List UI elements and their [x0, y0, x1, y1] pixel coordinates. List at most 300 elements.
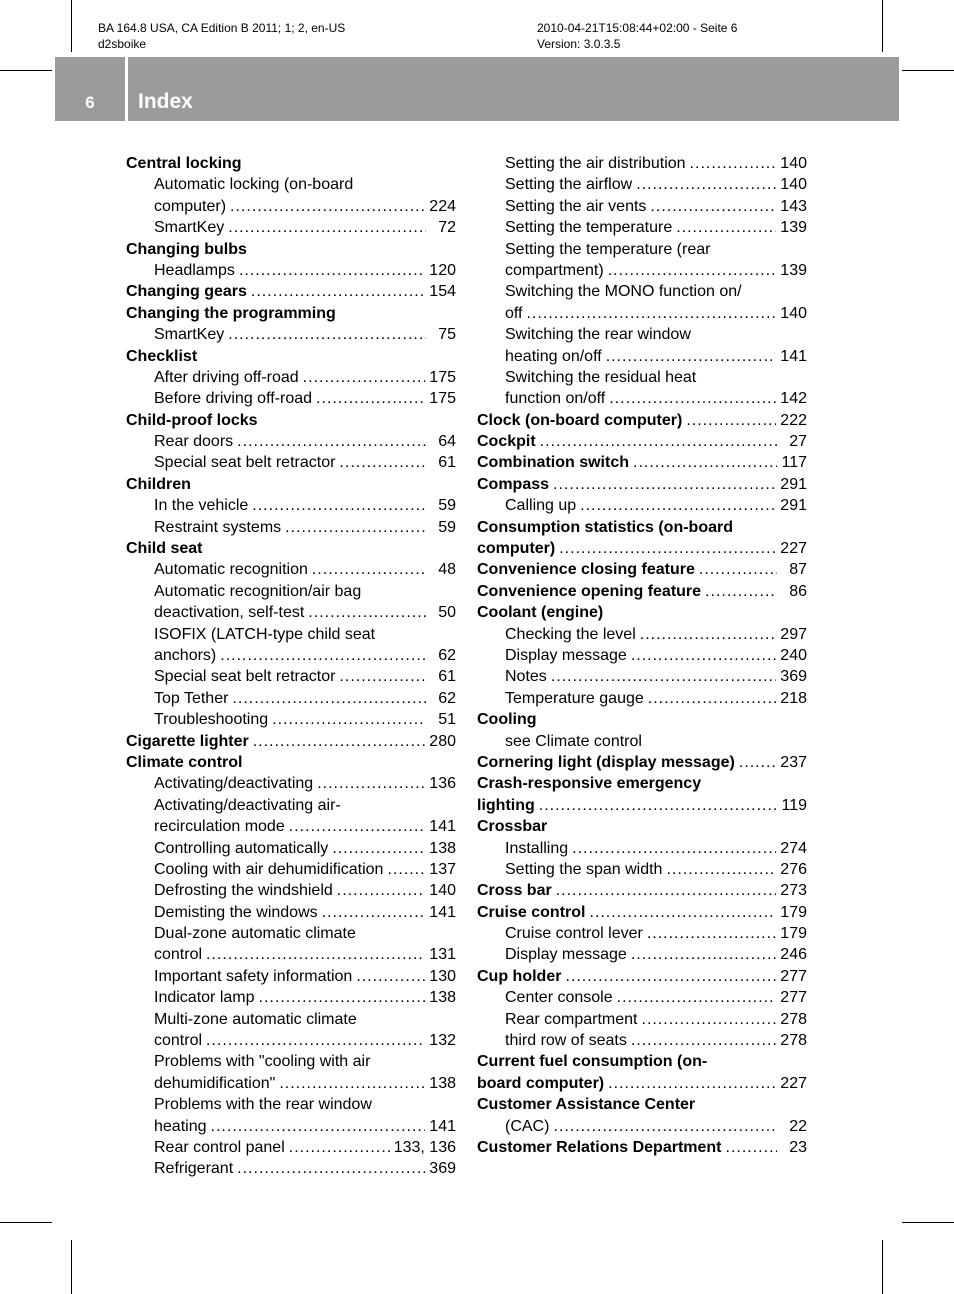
page-reference: 138: [429, 1074, 456, 1092]
page-reference: 175: [429, 368, 456, 386]
index-subentry: [126, 1137, 456, 1158]
dot-leader: [608, 1073, 776, 1094]
dot-leader: [580, 495, 776, 516]
page-reference: 22: [789, 1117, 807, 1135]
index-heading: [477, 602, 807, 623]
index-heading: [477, 773, 807, 794]
index-heading: [126, 538, 456, 559]
dot-leader: [636, 174, 776, 195]
index-heading: [477, 474, 807, 495]
dot-leader: [332, 838, 425, 859]
crop-mark: [71, 0, 72, 52]
page-reference: 140: [780, 176, 807, 194]
page-reference: 140: [780, 304, 807, 322]
page-reference: 50: [438, 604, 456, 622]
entry-text: Before driving off-road: [154, 390, 313, 408]
page-reference: 131: [429, 946, 456, 964]
index-heading: [126, 153, 456, 174]
entry-text: Problems with the rear window: [154, 1096, 372, 1114]
index-subentry: [126, 174, 456, 195]
page-reference: 140: [780, 155, 807, 172]
index-subentry: [126, 880, 456, 901]
page-reference: 297: [780, 625, 807, 643]
entry-text: SmartKey: [154, 219, 225, 237]
entry-text: Checklist: [126, 347, 198, 365]
entry-text: Automatic recognition/air bag: [154, 582, 362, 600]
page-reference: 87: [789, 561, 807, 579]
entry-text: Customer Relations Department: [477, 1138, 722, 1156]
entry-text: Demisting the windows: [154, 903, 318, 921]
index-subentry: [477, 923, 807, 944]
entry-text: heating: [154, 1117, 207, 1135]
index-subentry: [126, 559, 456, 580]
index-column-right: [477, 153, 807, 1158]
index-subentry: [126, 666, 456, 687]
dot-leader: [289, 816, 426, 837]
entry-text: Crash-responsive emergency: [477, 775, 702, 793]
index-subentry: [126, 795, 456, 816]
index-heading: [477, 1137, 807, 1158]
dot-leader: [337, 880, 426, 901]
dot-leader: [540, 431, 777, 452]
page-reference: 291: [780, 475, 807, 493]
dot-leader: [272, 709, 426, 730]
entry-text: Indicator lamp: [154, 989, 255, 1007]
page-reference: 369: [780, 668, 807, 686]
entry-text: Children: [126, 475, 191, 493]
entry-text: heating on/off: [505, 347, 602, 365]
crop-mark: [882, 1240, 883, 1294]
page-reference: 61: [438, 668, 456, 686]
index-subentry: [477, 260, 807, 281]
crop-mark: [0, 1222, 52, 1223]
dot-leader: [251, 281, 425, 302]
entry-text: Rear doors: [154, 433, 234, 451]
dot-leader: [726, 1137, 778, 1158]
meta-author: d2sboike: [98, 37, 147, 51]
crop-mark: [71, 1240, 72, 1294]
entry-text: Restraint systems: [154, 518, 282, 536]
entry-text: Changing the programming: [126, 304, 336, 322]
page-title: Index: [138, 90, 193, 113]
entry-text: off: [505, 304, 523, 322]
dot-leader: [690, 153, 777, 174]
entry-text: Cockpit: [477, 433, 536, 451]
index-subentry: [126, 645, 456, 666]
entry-text: Notes: [505, 668, 547, 686]
page-reference: 141: [429, 1117, 456, 1135]
dot-leader: [252, 495, 426, 516]
page-reference: 137: [429, 860, 456, 878]
page-reference: 273: [780, 882, 807, 900]
dot-leader: [606, 346, 777, 367]
index-heading: [477, 795, 807, 816]
dot-leader: [631, 944, 776, 965]
index-subentry: [126, 517, 456, 538]
dot-leader: [699, 559, 777, 580]
meta-edition: BA 164.8 USA, CA Edition B 2011; 1; 2, en-US: [98, 21, 346, 35]
entry-text: Problems with "cooling with air: [154, 1053, 371, 1071]
crop-mark: [902, 70, 954, 71]
index-subentry: [477, 346, 807, 367]
index-subentry: [126, 816, 456, 837]
page-reference: 62: [438, 646, 456, 664]
entry-text: Rear control panel: [154, 1138, 285, 1156]
page-reference: 48: [438, 561, 456, 579]
index-subentry: [126, 495, 456, 516]
index-heading: [477, 517, 807, 538]
index-subentry: [126, 709, 456, 730]
page-reference: 237: [780, 753, 807, 771]
crop-mark: [902, 1222, 954, 1223]
dot-leader: [239, 260, 425, 281]
entry-text: Child-proof locks: [126, 411, 258, 429]
page-reference: 140: [429, 882, 456, 900]
page-reference: 117: [781, 454, 807, 472]
dot-leader: [609, 388, 776, 409]
entry-text: Installing: [505, 839, 569, 857]
index-subentry: [126, 773, 456, 794]
entry-text: Clock (on-board computer): [477, 411, 683, 429]
index-subentry: [126, 1030, 456, 1051]
entry-text: (CAC): [505, 1117, 550, 1135]
index-heading: [126, 303, 456, 324]
dot-leader: [553, 474, 776, 495]
page-reference: 51: [438, 711, 456, 729]
index-subentry: [477, 217, 807, 238]
entry-text: Controlling automatically: [154, 839, 329, 857]
index-heading: [126, 731, 456, 752]
index-heading: [126, 239, 456, 260]
entry-text: control: [154, 946, 203, 964]
entry-text: Temperature gauge: [505, 689, 644, 707]
index-subentry: [477, 624, 807, 645]
entry-text: control: [154, 1032, 203, 1050]
dot-leader: [316, 388, 425, 409]
index-heading: [477, 1051, 807, 1072]
index-subentry: [126, 624, 456, 645]
page-reference: 142: [780, 390, 807, 408]
section-banner: [55, 57, 899, 121]
index-subentry: [126, 602, 456, 623]
entry-text: Setting the temperature (rear: [505, 240, 711, 258]
page-reference: 141: [780, 347, 807, 365]
index-subentry: [477, 838, 807, 859]
entry-text: Important safety information: [154, 967, 353, 985]
entry-text: Crossbar: [477, 818, 548, 836]
page-reference: 139: [780, 219, 807, 237]
index-subentry: [126, 944, 456, 965]
entry-text: Calling up: [505, 497, 577, 515]
index-subentry: [126, 838, 456, 859]
page-reference: 133, 136: [393, 1138, 456, 1156]
page-reference: 224: [429, 197, 456, 215]
dot-leader: [289, 1137, 390, 1158]
dot-leader: [686, 410, 776, 431]
page-reference: 138: [429, 839, 456, 857]
entry-text: Switching the residual heat: [505, 368, 697, 386]
entry-text: Headlamps: [154, 261, 235, 279]
entry-text: Troubleshooting: [154, 711, 269, 729]
page-reference: 246: [780, 946, 807, 964]
entry-text: Cruise control lever: [505, 925, 643, 943]
page-reference: 61: [438, 454, 456, 472]
index-subentry: [477, 987, 807, 1008]
index-heading: [477, 581, 807, 602]
entry-text: Convenience closing feature: [477, 561, 695, 579]
index-subentry: [126, 1158, 456, 1179]
dot-leader: [640, 624, 777, 645]
entry-text: see Climate control: [505, 732, 642, 750]
index-subentry: [126, 217, 456, 238]
index-heading: [477, 431, 807, 452]
entry-text: Refrigerant: [154, 1160, 234, 1178]
index-subentry: [126, 923, 456, 944]
index-subentry: [126, 966, 456, 987]
dot-leader: [642, 1009, 777, 1030]
index-heading: [477, 559, 807, 580]
dot-leader: [312, 559, 426, 580]
index-subentry: [477, 688, 807, 709]
crop-mark: [882, 0, 883, 52]
entry-text: Cup holder: [477, 967, 562, 985]
banner-divider: [125, 57, 128, 121]
entry-text: board computer): [477, 1074, 605, 1092]
index-heading: [126, 281, 456, 302]
meta-version: Version: 3.0.3.5: [537, 37, 621, 51]
index-heading: [477, 902, 807, 923]
page-reference: 227: [780, 1074, 807, 1092]
dot-leader: [539, 795, 777, 816]
entry-text: dehumidification": [154, 1074, 276, 1092]
page-reference: 179: [780, 925, 807, 943]
index-subentry: [477, 859, 807, 880]
page-reference: 59: [438, 497, 456, 515]
index-subentry: [477, 944, 807, 965]
entry-text: Cross bar: [477, 882, 552, 900]
index-heading: [126, 752, 456, 773]
dot-leader: [589, 902, 776, 923]
page-reference: 72: [438, 219, 456, 237]
page-reference: 141: [429, 903, 456, 921]
dot-leader: [206, 944, 425, 965]
entry-text: Child seat: [126, 540, 203, 558]
index-subentry: [477, 731, 807, 752]
index-subentry: [126, 196, 456, 217]
entry-text: Activating/deactivating: [154, 775, 314, 793]
page-reference: 27: [789, 433, 807, 451]
index-subentry: [477, 324, 807, 345]
dot-leader: [339, 452, 426, 473]
index-heading: [477, 1094, 807, 1115]
dot-leader: [211, 1116, 426, 1137]
dot-leader: [559, 538, 776, 559]
page-reference: 369: [429, 1160, 456, 1178]
meta-timestamp: 2010-04-21T15:08:44+02:00 - Seite 6: [537, 21, 738, 35]
index-heading: [477, 816, 807, 837]
index-subentry: [126, 1094, 456, 1115]
index-subentry: [126, 260, 456, 281]
page-reference: 222: [780, 411, 807, 429]
dot-leader: [228, 217, 426, 238]
dot-leader: [572, 838, 776, 859]
entry-text: ISOFIX (LATCH-type child seat: [154, 625, 376, 643]
index-subentry: [477, 1116, 807, 1137]
dot-leader: [322, 902, 426, 923]
entry-text: Center console: [505, 989, 613, 1007]
page-reference: 64: [438, 433, 456, 451]
dot-leader: [553, 1116, 777, 1137]
dot-leader: [303, 367, 426, 388]
dot-leader: [339, 666, 426, 687]
entry-text: third row of seats: [505, 1032, 627, 1050]
index-heading: [477, 538, 807, 559]
dot-leader: [220, 645, 426, 666]
entry-text: Switching the rear window: [505, 326, 691, 344]
page-reference: 291: [780, 497, 807, 515]
entry-text: Current fuel consumption (on-: [477, 1053, 708, 1071]
dot-leader: [232, 688, 426, 709]
entry-text: Setting the airflow: [505, 176, 633, 194]
page-reference: 138: [429, 989, 456, 1007]
page-number: 6: [85, 93, 95, 112]
index-subentry: [477, 303, 807, 324]
dot-leader: [230, 196, 425, 217]
index-heading: [477, 452, 807, 473]
entry-text: recirculation mode: [154, 818, 285, 836]
page-reference: 277: [780, 967, 807, 985]
dot-leader: [279, 1073, 425, 1094]
dot-leader: [356, 966, 425, 987]
dot-leader: [317, 773, 425, 794]
page-reference: 139: [780, 261, 807, 279]
page-reference: 59: [438, 518, 456, 536]
index-heading: [126, 410, 456, 431]
page-reference: 274: [780, 839, 807, 857]
entry-text: Climate control: [126, 753, 243, 771]
index-subentry: [477, 495, 807, 516]
index-subentry: [126, 902, 456, 923]
entry-text: Automatic locking (on-board: [154, 176, 354, 194]
entry-text: Checking the level: [505, 625, 636, 643]
page-reference: 240: [780, 646, 807, 664]
index-subentry: [126, 1009, 456, 1030]
entry-text: Automatic recognition: [154, 561, 308, 579]
page-reference: 130: [429, 967, 456, 985]
dot-leader: [206, 1030, 425, 1051]
index-subentry: [126, 324, 456, 345]
index-subentry: [126, 388, 456, 409]
entry-text: Customer Assistance Center: [477, 1096, 696, 1114]
index-heading: [477, 752, 807, 773]
dot-leader: [565, 966, 776, 987]
index-subentry: [126, 1116, 456, 1137]
dot-leader: [739, 752, 776, 773]
dot-leader: [308, 602, 426, 623]
dot-leader: [527, 303, 777, 324]
page-reference: 23: [789, 1138, 807, 1156]
page-reference: 143: [780, 197, 807, 215]
entry-text: Convenience opening feature: [477, 582, 702, 600]
print-meta-left: [98, 20, 345, 52]
index-subentry: [477, 153, 807, 174]
entry-text: Top Tether: [154, 689, 229, 707]
entry-text: Cornering light (display message): [477, 753, 735, 771]
page-reference: 119: [781, 796, 807, 814]
entry-text: compartment): [505, 261, 604, 279]
entry-text: Central locking: [126, 155, 242, 172]
dot-leader: [631, 645, 776, 666]
entry-text: deactivation, self-test: [154, 604, 305, 622]
dot-leader: [705, 581, 777, 602]
page-reference: 86: [789, 582, 807, 600]
entry-text: Setting the air vents: [505, 197, 647, 215]
index-heading: [477, 709, 807, 730]
crop-mark: [0, 70, 52, 71]
dot-leader: [259, 987, 426, 1008]
index-heading: [477, 880, 807, 901]
dot-leader: [648, 688, 777, 709]
index-subentry: [477, 367, 807, 388]
entry-text: Cooling with air dehumidification: [154, 860, 384, 878]
entry-text: After driving off-road: [154, 368, 299, 386]
index-subentry: [477, 1030, 807, 1051]
entry-text: Combination switch: [477, 454, 629, 472]
entry-text: Coolant (engine): [477, 604, 604, 622]
index-subentry: [126, 452, 456, 473]
entry-text: Defrosting the windshield: [154, 882, 333, 900]
index-heading: [477, 966, 807, 987]
dot-leader: [387, 859, 425, 880]
entry-text: Display message: [505, 646, 627, 664]
dot-leader: [237, 1158, 425, 1179]
entry-text: Setting the air distribution: [505, 155, 686, 172]
dot-leader: [556, 880, 777, 901]
dot-leader: [650, 196, 776, 217]
dot-leader: [253, 731, 426, 752]
page-reference: 120: [429, 261, 456, 279]
index-subentry: [477, 666, 807, 687]
index-heading: [477, 410, 807, 431]
entry-text: Setting the temperature: [505, 219, 673, 237]
page-reference: 179: [780, 903, 807, 921]
page-reference: 280: [429, 732, 456, 750]
index-heading: [126, 346, 456, 367]
index-subentry: [477, 645, 807, 666]
page-reference: 132: [429, 1032, 456, 1050]
entry-text: Multi-zone automatic climate: [154, 1010, 357, 1028]
page-reference: 75: [438, 326, 456, 344]
print-meta-right: [537, 20, 737, 52]
page-reference: 277: [780, 989, 807, 1007]
dot-leader: [647, 923, 776, 944]
page-reference: 218: [780, 689, 807, 707]
page-reference: 276: [780, 860, 807, 878]
page-reference: 136: [429, 775, 456, 793]
entry-text: function on/off: [505, 390, 606, 408]
index-subentry: [477, 196, 807, 217]
index-heading: [477, 1073, 807, 1094]
entry-text: Cooling: [477, 711, 537, 729]
entry-text: Consumption statistics (on-board: [477, 518, 733, 536]
entry-text: Switching the MONO function on/: [505, 283, 742, 301]
dot-leader: [285, 517, 426, 538]
entry-text: Special seat belt retractor: [154, 454, 336, 472]
index-column-left: [126, 153, 456, 1180]
page-reference: 278: [780, 1032, 807, 1050]
index-subentry: [477, 239, 807, 260]
index-subentry: [126, 1073, 456, 1094]
